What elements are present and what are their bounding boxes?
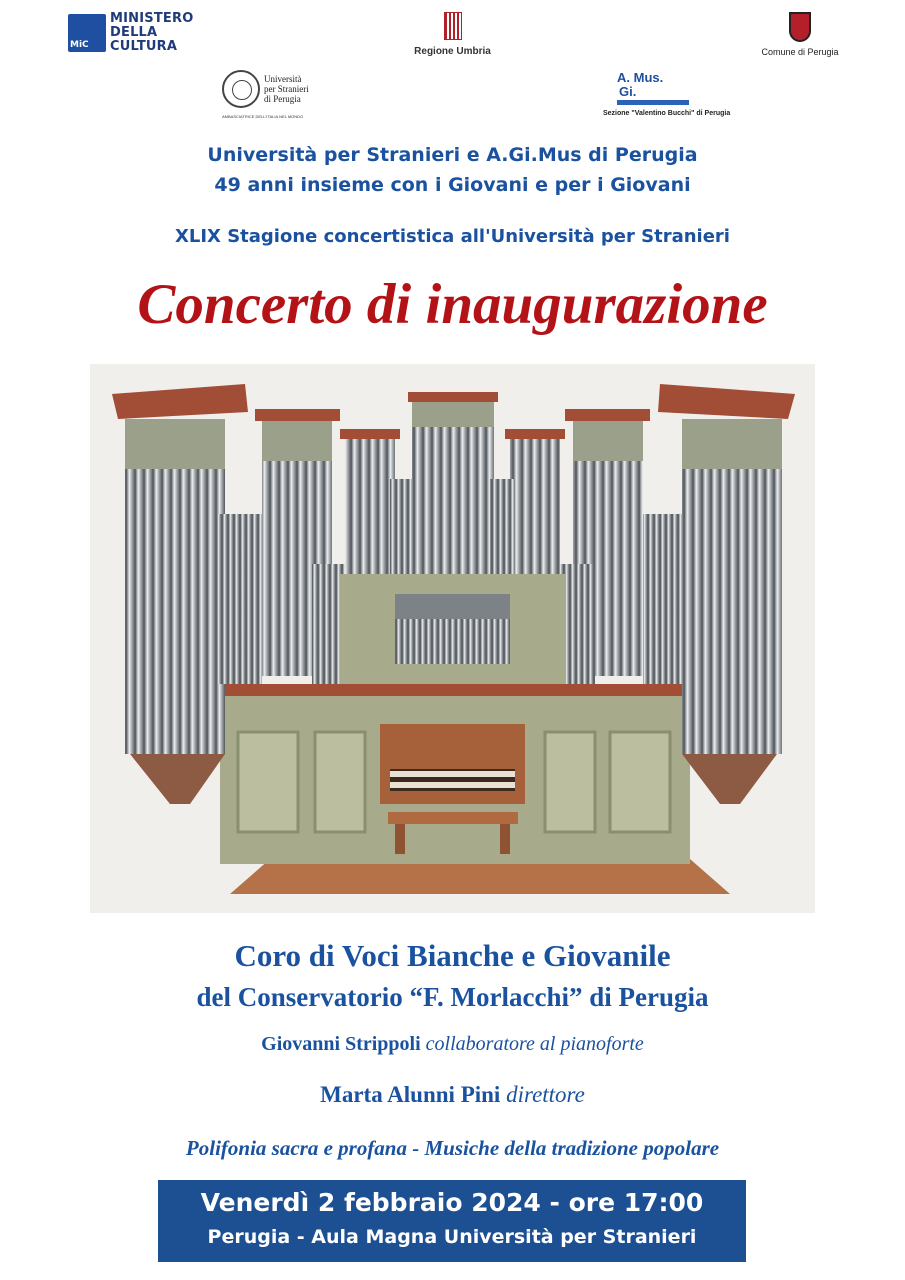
season-line: XLIX Stagione concertistica all'Università per Stranieri (175, 226, 730, 247)
event-venue: Perugia - Aula Magna Università per Stranieri (207, 1226, 697, 1248)
header-line-2: 49 anni insieme con i Giovani e per i Giovani (214, 174, 691, 196)
unistra-name: Università per Stranieri di Perugia (264, 74, 309, 104)
program-description: Polifonia sacra e profana - Musiche della tradizione popolare (185, 1136, 720, 1160)
mic-mark-text: MiC (70, 40, 89, 50)
regione-umbria-logo (405, 12, 500, 60)
comune-crest-icon (789, 12, 811, 42)
organ-illustration (90, 364, 815, 913)
choir-line-1: Coro di Voci Bianche e Giovanile (234, 938, 671, 973)
agimus-mark (611, 70, 685, 106)
unistra-tagline: AMBASCIATRICE DELL'ITALIA NEL MONDO (222, 114, 304, 119)
director-name: Marta Alunni Pini (320, 1082, 501, 1107)
regione-emblem-icon (444, 12, 462, 40)
regione-name: Regione Umbria (414, 46, 491, 57)
event-date: Venerdì 2 febbraio 2024 - ore 17:00 (200, 1188, 704, 1217)
mic-name-line: DELLA (110, 25, 158, 40)
pianist-role: collaboratore al pianoforte (425, 1033, 644, 1055)
comune-name: Comune di Perugia (761, 47, 839, 57)
choir-line-2: del Conservatorio “F. Morlacchi” di Perugia (196, 982, 709, 1012)
mic-name-line: CULTURA (110, 39, 178, 54)
unistra-seal-icon (222, 70, 260, 108)
agimus-mark-line1: A. Mus. (617, 70, 664, 85)
agimus-logo (603, 70, 731, 122)
unistra-logo (222, 70, 322, 122)
agimus-staff-icon (617, 100, 689, 105)
agimus-section: Sezione "Valentino Bucchi" di Perugia (603, 110, 731, 117)
comune-perugia-logo (760, 12, 840, 62)
mic-name (110, 12, 193, 54)
director-credit (0, 1082, 905, 1108)
mic-name-line: MINISTERO (110, 11, 194, 26)
event-info-box (158, 1180, 746, 1262)
director-role: direttore (506, 1082, 585, 1107)
header-line-1: Università per Stranieri e A.Gi.Mus di Perugia (207, 144, 698, 166)
mic-logo (68, 12, 198, 56)
agimus-mark-line2: Gi. (619, 84, 637, 99)
pianist-credit (0, 1033, 905, 1056)
concert-title: Concerto di inaugurazione (137, 273, 768, 336)
pianist-name: Giovanni Strippoli (261, 1033, 421, 1055)
